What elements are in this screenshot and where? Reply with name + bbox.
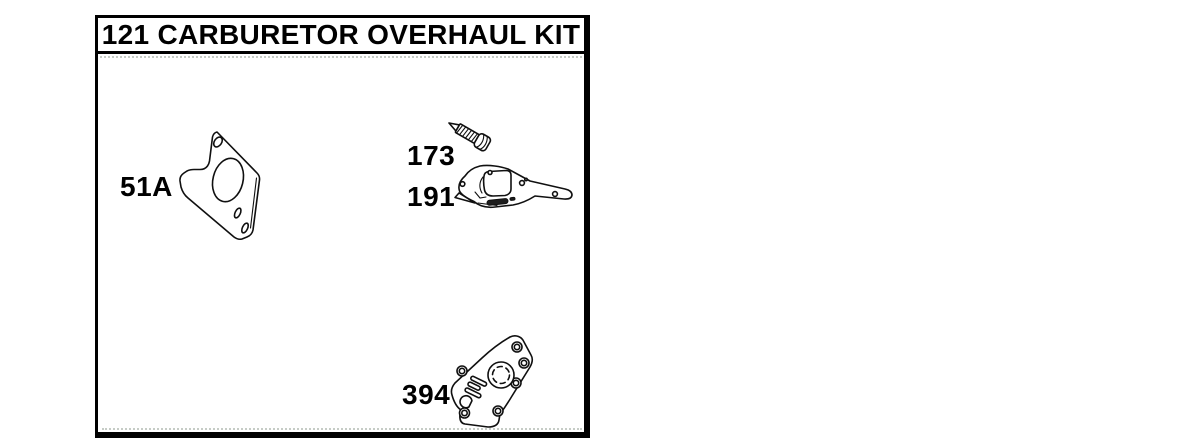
scan-artifact-line-top xyxy=(100,56,582,58)
diagram-canvas xyxy=(98,54,584,432)
gasket-plate-icon xyxy=(172,122,268,244)
diaphragm-icon xyxy=(448,334,558,438)
part-label-51a: 51A xyxy=(120,171,173,202)
gasket-icon xyxy=(453,164,578,212)
part-label-173: 173 xyxy=(407,140,456,171)
kit-title-bar xyxy=(98,18,584,54)
part-label-191: 191 xyxy=(407,181,456,212)
part-label-394: 394 xyxy=(402,379,451,410)
kit-title: 121 CARBURETOR OVERHAUL KIT xyxy=(101,19,581,50)
kit-panel xyxy=(95,15,590,438)
